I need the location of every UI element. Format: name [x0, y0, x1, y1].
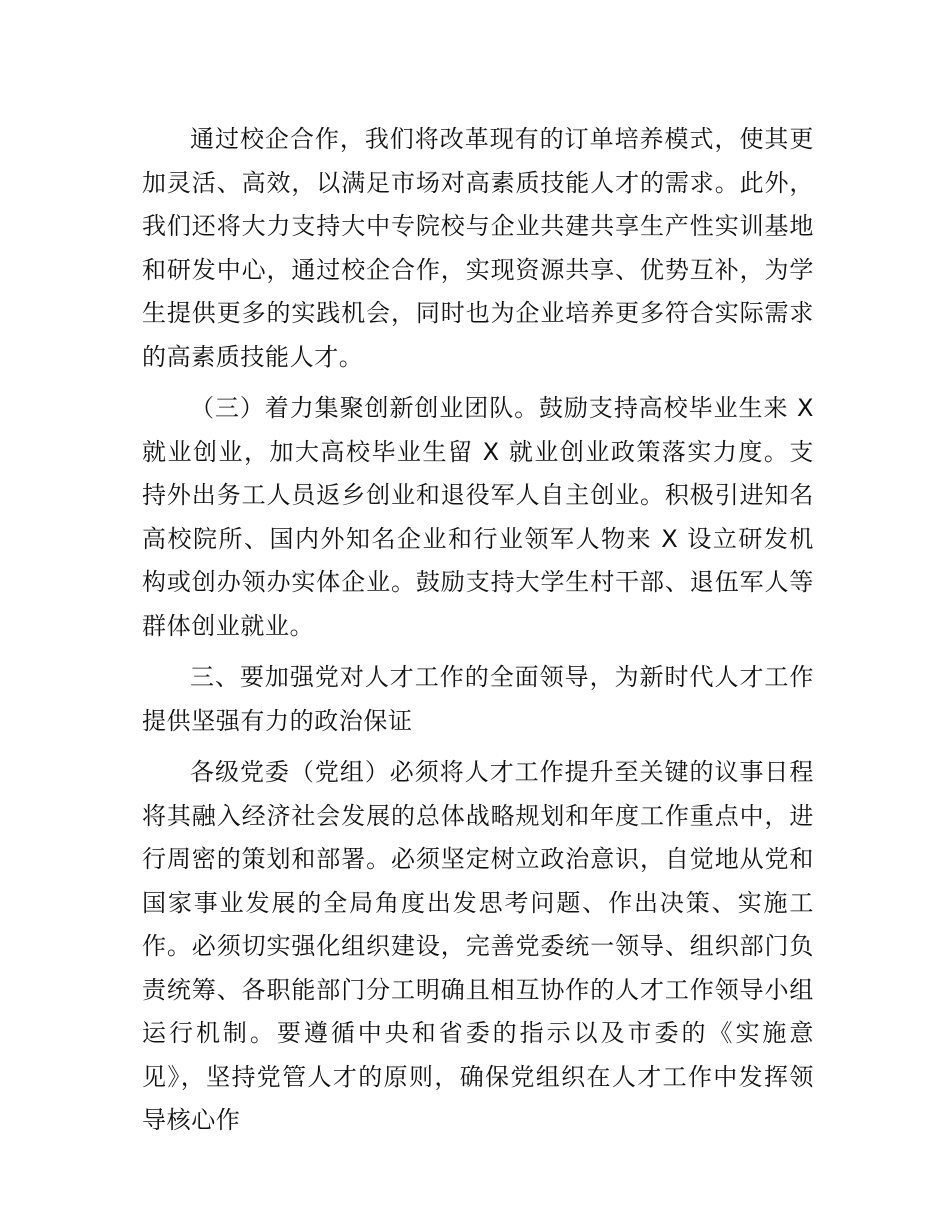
section-heading-party-leadership: 三、要加强党对人才工作的全面领导，为新时代人才工作提供坚强有力的政治保证 [142, 663, 814, 735]
paragraph-school-enterprise-cooperation: 通过校企合作，我们将改革现有的订单培养模式，使其更加灵活、高效，以满足市场对高素质技能人才的需求。此外，我们还将大力支持大中专院校与企业共建共享生产性实训基地和研发中心，通过校企合作，实现资源共享、优势互补，为学生提供更多的实践机会，同时也为企业培养更多符合实际需求的高素质技能人才。 [142, 125, 814, 371]
document-body [142, 118, 814, 1151]
paragraph-innovation-teams: （三）着力集聚创新创业团队。鼓励支持高校毕业生来 X 就业创业，加大高校毕业生留 X 就业创业政策落实力度。支持外出务工人员返乡创业和退役军人自主创业。积极引进知名高校院所、国内外知名企业和行业领军人物来 X 设立研发机构或创办领办实体企业。鼓励支持大学生村干部、退伍军人等群体创业就业。 [142, 394, 814, 640]
paragraph-party-committees: 各级党委（党组）必须将人才工作提升至关键的议事日程将其融入经济社会发展的总体战略规划和年度工作重点中，进行周密的策划和部署。必须坚定树立政治意识，自觉地从党和国家事业发展的全局角度出发思考问题、作出决策、实施工作。必须切实强化组织建设，完善党委统一领导、组织部门负责统筹、各职能部门分工明确且相互协作的人才工作领导小组运行机制。要遵循中央和省委的指示以及市委的《实施意见》，坚持党管人才的原则，确保党组织在人才工作中发挥领导核心作 [142, 758, 814, 1134]
